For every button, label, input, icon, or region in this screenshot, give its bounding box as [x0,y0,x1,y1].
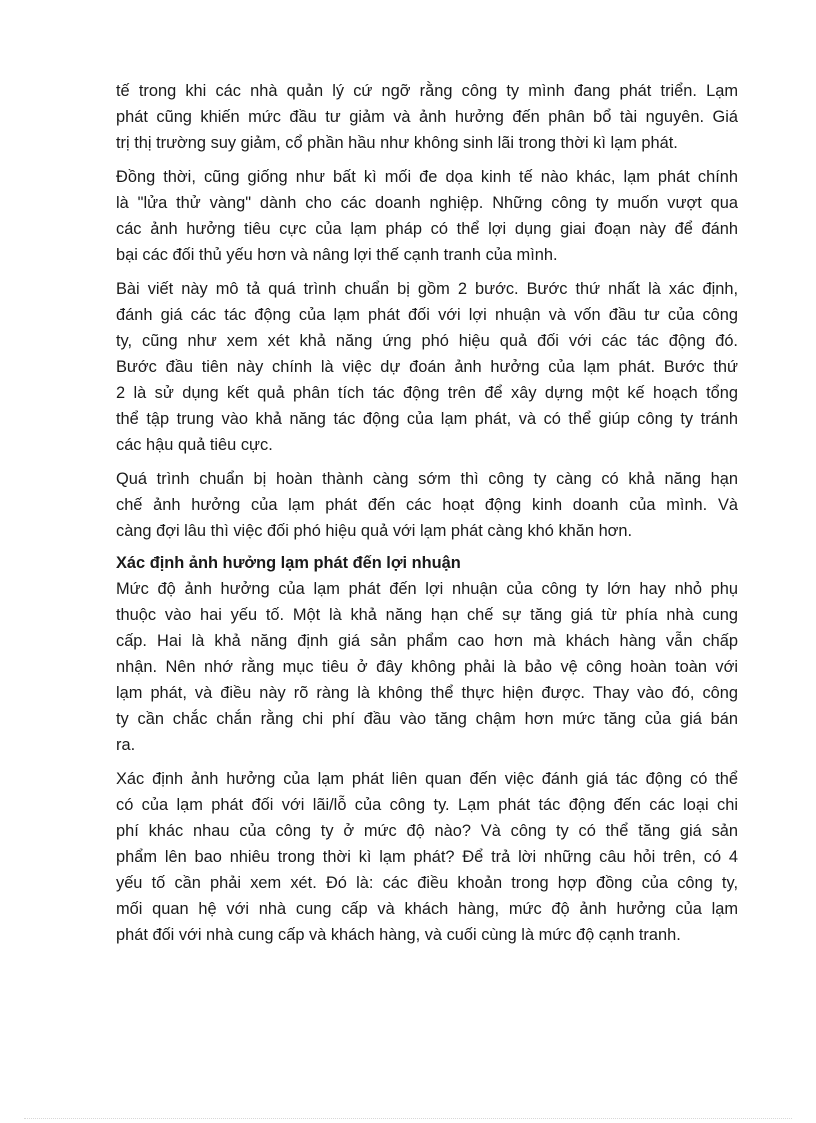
paragraph-two-steps [116,276,738,458]
text-line: tế trong khi các nhà quản lý cứ ngỡ rằng công ty mình đang phát triển. Lạm [116,82,738,100]
paragraph-profit-impact [116,576,738,758]
text-line: yếu tố cần phải xem xét. Đó là: các điều khoản trong hợp đồng của công ty, [116,874,738,892]
text-line: lạm phát, và điều này rõ ràng là không thể thực hiện được. Thay vào đó, công [116,684,738,702]
text-line: phí khác nhau của công ty ở mức độ nào? Và công ty có thể tăng giá sản [116,822,738,840]
text-line: thể tập trung vào khả năng tác động của lạm phát, và có thể giúp công ty tránh [116,410,738,428]
text-line: 2 là sử dụng kết quả phân tích tác động trên để xây dựng một kế hoạch tổng [116,384,738,402]
text-line: Bài viết này mô tả quá trình chuẩn bị gồm 2 bước. Bước thứ nhất là xác định, [116,280,738,298]
text-line: có của lạm phát đối với lãi/lỗ của công ty. Lạm phát tác động đến các loại chi [116,796,738,814]
section-heading: Xác định ảnh hưởng lạm phát đến lợi nhuận [116,554,461,572]
text-line: ty, cũng như xem xét khả năng ứng phó hiệu quả đối với các tác động đó. [116,332,738,350]
paragraph-preparation [116,466,738,544]
text-line: Mức độ ảnh hưởng của lạm phát đến lợi nhuận của công ty lớn hay nhỏ phụ [116,580,738,598]
text-line: phát cũng khiến mức đầu tư giảm và ảnh hưởng đến phân bổ tài nguyên. Giá [116,108,738,126]
paragraph-four-factors [116,766,738,948]
text-line: ra. [116,736,136,754]
text-line: nhận. Nên nhớ rằng mục tiêu ở đây không phải là bảo vệ công hoàn toàn với [116,658,738,676]
text-line: cấp. Hai là khả năng định giá sản phẩm cao hơn mà khách hàng vẫn chấp [116,632,738,650]
text-line: thuộc vào hai yếu tố. Một là khả năng hạn chế sự tăng giá từ phía nhà cung [116,606,738,624]
text-line: Đồng thời, cũng giống như bất kì mối đe dọa kinh tế nào khác, lạm phát chính [116,168,738,186]
text-line: ty cần chắc chắn rằng chi phí đầu vào tăng chậm hơn mức tăng của giá bán [116,710,738,728]
page-bottom-divider [24,1118,792,1119]
document-page [116,78,738,956]
text-line: chế ảnh hưởng của lạm phát đến các hoạt động kinh doanh của mình. Và [116,496,738,514]
paragraph-intro-continuation [116,78,738,156]
text-line: đánh giá các tác động của lạm phát đối với lợi nhuận và vốn đầu tư của công [116,306,738,324]
text-line: các hậu quả tiêu cực. [116,436,273,454]
paragraph-threat [116,164,738,268]
text-line: Quá trình chuẩn bị hoàn thành càng sớm thì công ty càng có khả năng hạn [116,470,738,488]
text-line: là "lửa thử vàng" dành cho các doanh nghiệp. Những công ty muốn vượt qua [116,194,738,212]
text-line: phát đối với nhà cung cấp và khách hàng, và cuối cùng là mức độ cạnh tranh. [116,926,681,944]
text-line: bại các đối thủ yếu hơn và nâng lợi thế cạnh tranh của mình. [116,246,558,264]
text-line: mối quan hệ với nhà cung cấp và khách hàng, mức độ ảnh hưởng của lạm [116,900,738,918]
text-line: Xác định ảnh hưởng của lạm phát liên quan đến việc đánh giá tác động có thể [116,770,738,788]
text-line: Bước đầu tiên này chính là việc dự đoán ảnh hưởng của lạm phát. Bước thứ [116,358,738,376]
text-line: phẩm lên bao nhiêu trong thời kì lạm phát? Để trả lời những câu hỏi trên, có 4 [116,848,738,866]
text-line: càng đợi lâu thì việc đối phó hiệu quả với lạm phát càng khó khăn hơn. [116,522,633,540]
text-line: các ảnh hưởng tiêu cực của lạm pháp có thể lợi dụng giai đoạn này để đánh [116,220,738,238]
text-line: trị thị trường suy giảm, cổ phần hầu như không sinh lãi trong thời kì lạm phát. [116,134,678,152]
